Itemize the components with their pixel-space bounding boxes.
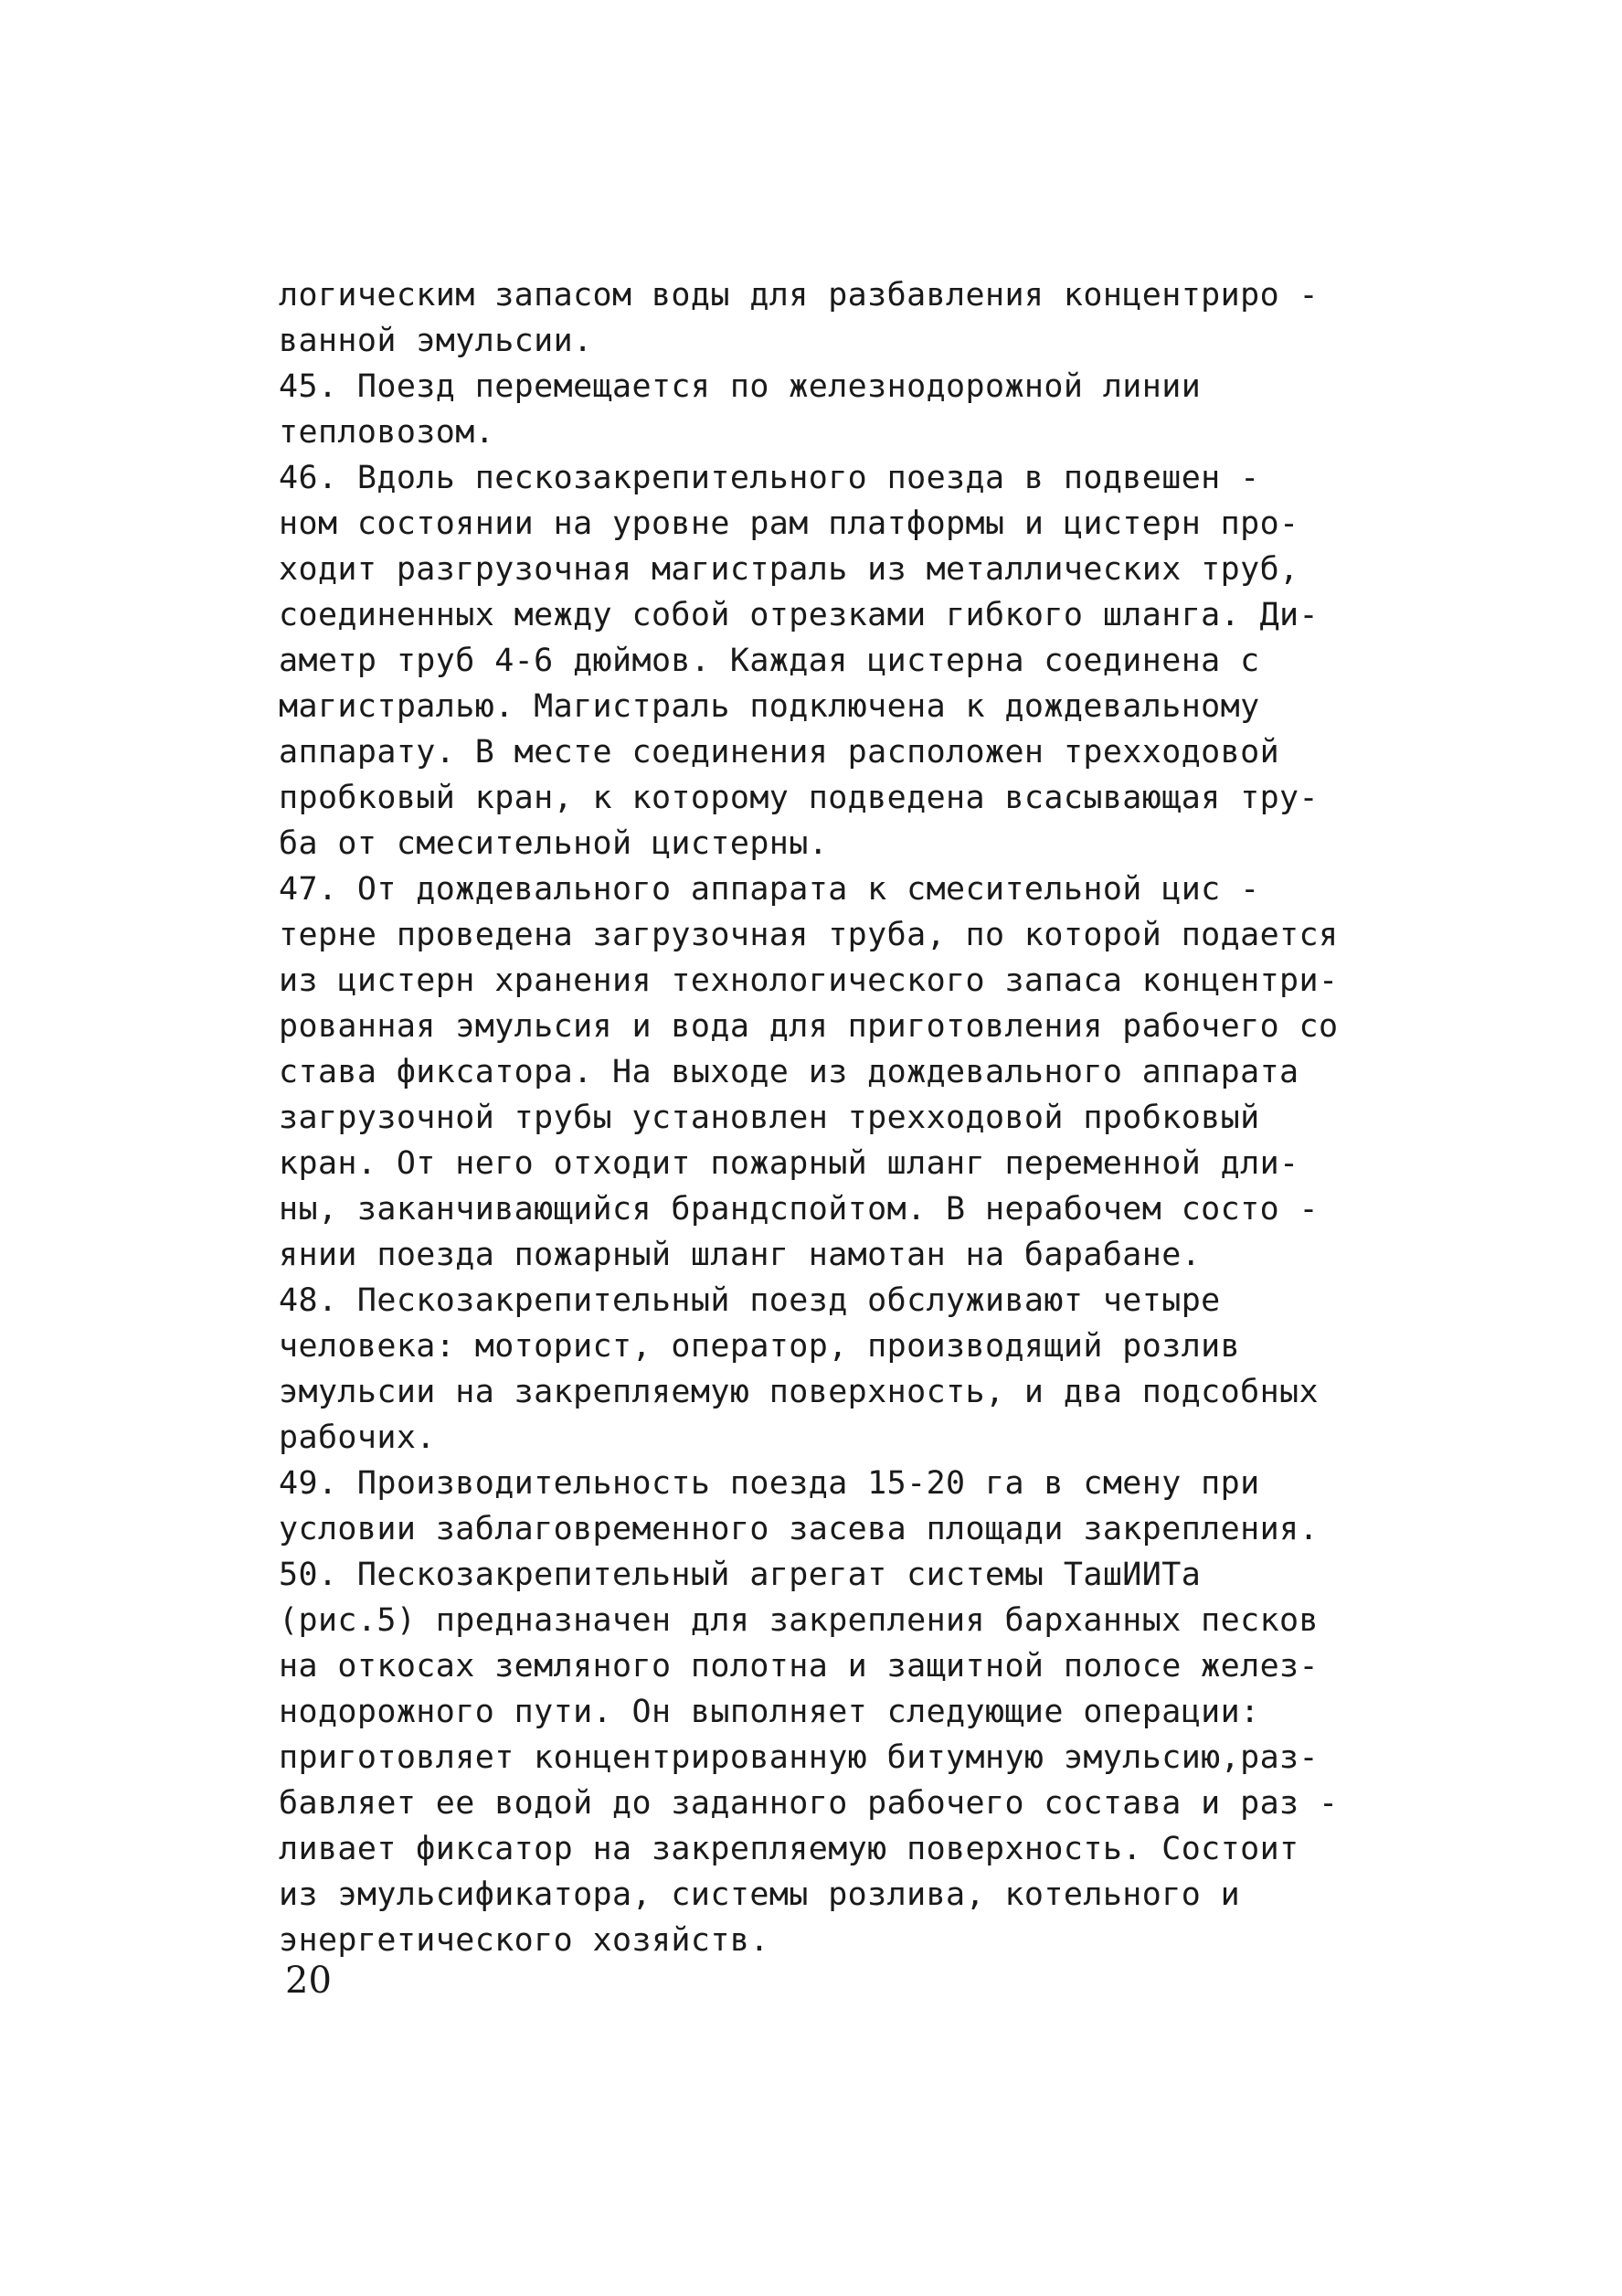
text-line: тепловозом. xyxy=(279,414,495,451)
text-line: приготовляет концентрированную битумную эмульсию,раз- xyxy=(279,1739,1320,1776)
text-line: става фиксатора. На выходе из дождевального аппарата xyxy=(279,1054,1299,1090)
text-line: загрузочной трубы установлен трехходовой пробковый xyxy=(279,1100,1260,1136)
text-line: рабочих. xyxy=(279,1419,436,1456)
text-line: нодорожного пути. Он выполняет следующие операции: xyxy=(279,1694,1260,1730)
text-line: 45. Поезд перемещается по железнодорожной линии xyxy=(279,368,1202,405)
text-line: на откосах земляного полотна и защитной полосе желез- xyxy=(279,1648,1320,1685)
text-line: 46. Вдоль пескозакрепительного поезда в подвешен - xyxy=(279,460,1260,496)
text-line: 49. Производительность поезда 15-20 га в смену при xyxy=(279,1465,1260,1502)
text-line: 48. Пескозакрепительный поезд обслуживают четыре xyxy=(279,1282,1221,1319)
text-line: ны, заканчивающийся брандспойтом. В нерабочем состо - xyxy=(279,1191,1320,1228)
text-line: рованная эмульсия и вода для приготовления рабочего со xyxy=(279,1008,1339,1045)
text-line: аметр труб 4-6 дюймов. Каждая цистерна соединена с xyxy=(279,643,1260,679)
body-text xyxy=(279,272,1476,1963)
text-line: 50. Пескозакрепительный агрегат системы ТашИИТа xyxy=(279,1557,1202,1593)
text-line: кран. От него отходит пожарный шланг переменной дли- xyxy=(279,1145,1299,1182)
text-line: эмульсии на закрепляемую поверхность, и два подсобных xyxy=(279,1374,1320,1410)
text-line: пробковый кран, к которому подведена всасывающая тру- xyxy=(279,780,1320,816)
text-line: янии поезда пожарный шланг намотан на барабане. xyxy=(279,1237,1202,1273)
text-line: энергетического хозяйств. xyxy=(279,1922,769,1959)
text-line: бавляет ее водой до заданного рабочего состава и раз - xyxy=(279,1785,1339,1822)
text-line: человека: моторист, оператор, производящий розлив xyxy=(279,1328,1241,1365)
text-line: аппарату. В месте соединения расположен трехходовой xyxy=(279,734,1280,771)
page-number: 20 xyxy=(285,1960,332,2002)
text-line: ванной эмульсии. xyxy=(279,323,593,359)
text-line: из цистерн хранения технологического запаса концентри- xyxy=(279,962,1339,999)
text-line: из эмульсификатора, системы розлива, котельного и xyxy=(279,1876,1241,1913)
text-line: ба от смесительной цистерны. xyxy=(279,825,829,862)
text-line: ливает фиксатор на закрепляемую поверхность. Состоит xyxy=(279,1831,1299,1867)
text-line: ходит разгрузочная магистраль из металлических труб, xyxy=(279,551,1299,588)
text-line: (рис.5) предназначен для закрепления барханных песков xyxy=(279,1602,1320,1639)
text-line: терне проведена загрузочная труба, по которой подается xyxy=(279,917,1339,953)
text-line: магистралью. Магистраль подключена к дождевальному xyxy=(279,688,1260,725)
text-line: 47. От дождевального аппарата к смесительной цис - xyxy=(279,871,1260,908)
text-line: соединенных между собой отрезками гибкого шланга. Ди- xyxy=(279,597,1320,633)
text-line: условии заблаговременного засева площади закрепления. xyxy=(279,1511,1320,1547)
text-line: ном состоянии на уровне рам платформы и цистерн про- xyxy=(279,505,1299,542)
text-line: логическим запасом воды для разбавления концентриро - xyxy=(279,277,1320,314)
